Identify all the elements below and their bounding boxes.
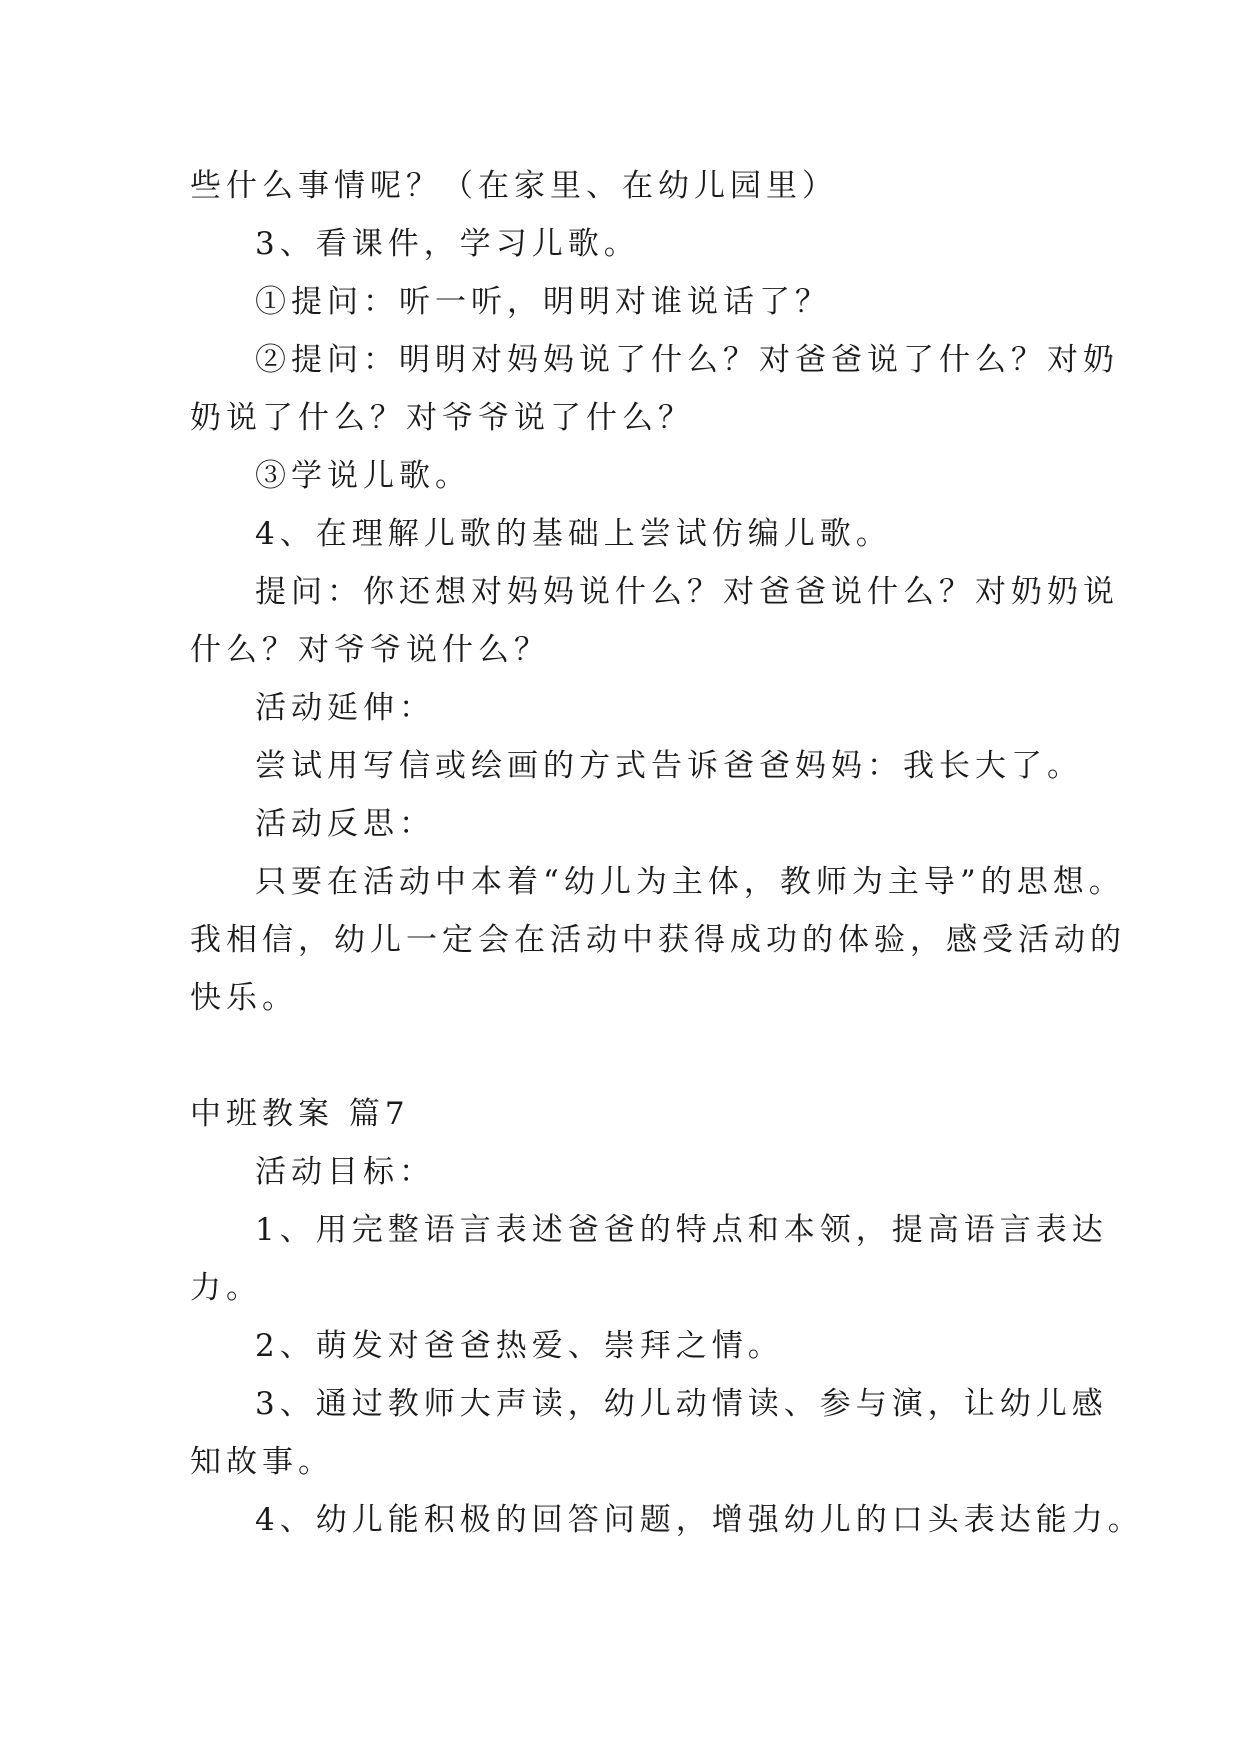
text-line: 快乐。 xyxy=(190,980,298,1016)
text-line: 我相信，幼儿一定会在活动中获得成功的体验，感受活动的 xyxy=(190,922,1126,958)
text-line: 什么？对爷爷说什么？ xyxy=(190,632,550,668)
text-line: ①提问：听一听，明明对谁说话了？ xyxy=(255,284,831,320)
text-line: 活动目标： xyxy=(255,1154,435,1190)
section-heading: 中班教案 篇7 xyxy=(190,1096,410,1132)
text-line: 提问：你还想对妈妈说什么？对爸爸说什么？对奶奶说 xyxy=(255,574,1119,610)
text-line: 活动反思： xyxy=(255,806,435,842)
text-line: 1、用完整语言表述爸爸的特点和本领，提高语言表达 xyxy=(255,1212,1108,1248)
text-line: 尝试用写信或绘画的方式告诉爸爸妈妈：我长大了。 xyxy=(255,748,1083,784)
text-line: 4、在理解儿歌的基础上尝试仿编儿歌。 xyxy=(255,516,892,552)
text-line: 力。 xyxy=(190,1270,262,1306)
text-line: 3、通过教师大声读，幼儿动情读、参与演，让幼儿感 xyxy=(255,1386,1108,1422)
text-line: 2、萌发对爸爸热爱、崇拜之情。 xyxy=(255,1328,784,1364)
text-line: ②提问：明明对妈妈说了什么？对爸爸说了什么？对奶 xyxy=(255,342,1119,378)
text-line: 4、幼儿能积极的回答问题，增强幼儿的口头表达能力。 xyxy=(255,1502,1144,1538)
text-line: 活动延伸： xyxy=(255,690,435,726)
text-line: ③学说儿歌。 xyxy=(255,458,471,494)
text-line: 奶说了什么？对爷爷说了什么？ xyxy=(190,400,694,436)
text-line: 3、看课件，学习儿歌。 xyxy=(255,226,640,262)
text-line: 些什么事情呢？（在家里、在幼儿园里） xyxy=(190,168,838,204)
text-line: 只要在活动中本着“幼儿为主体，教师为主导”的思想。 xyxy=(255,864,1125,900)
text-line: 知故事。 xyxy=(190,1444,334,1480)
